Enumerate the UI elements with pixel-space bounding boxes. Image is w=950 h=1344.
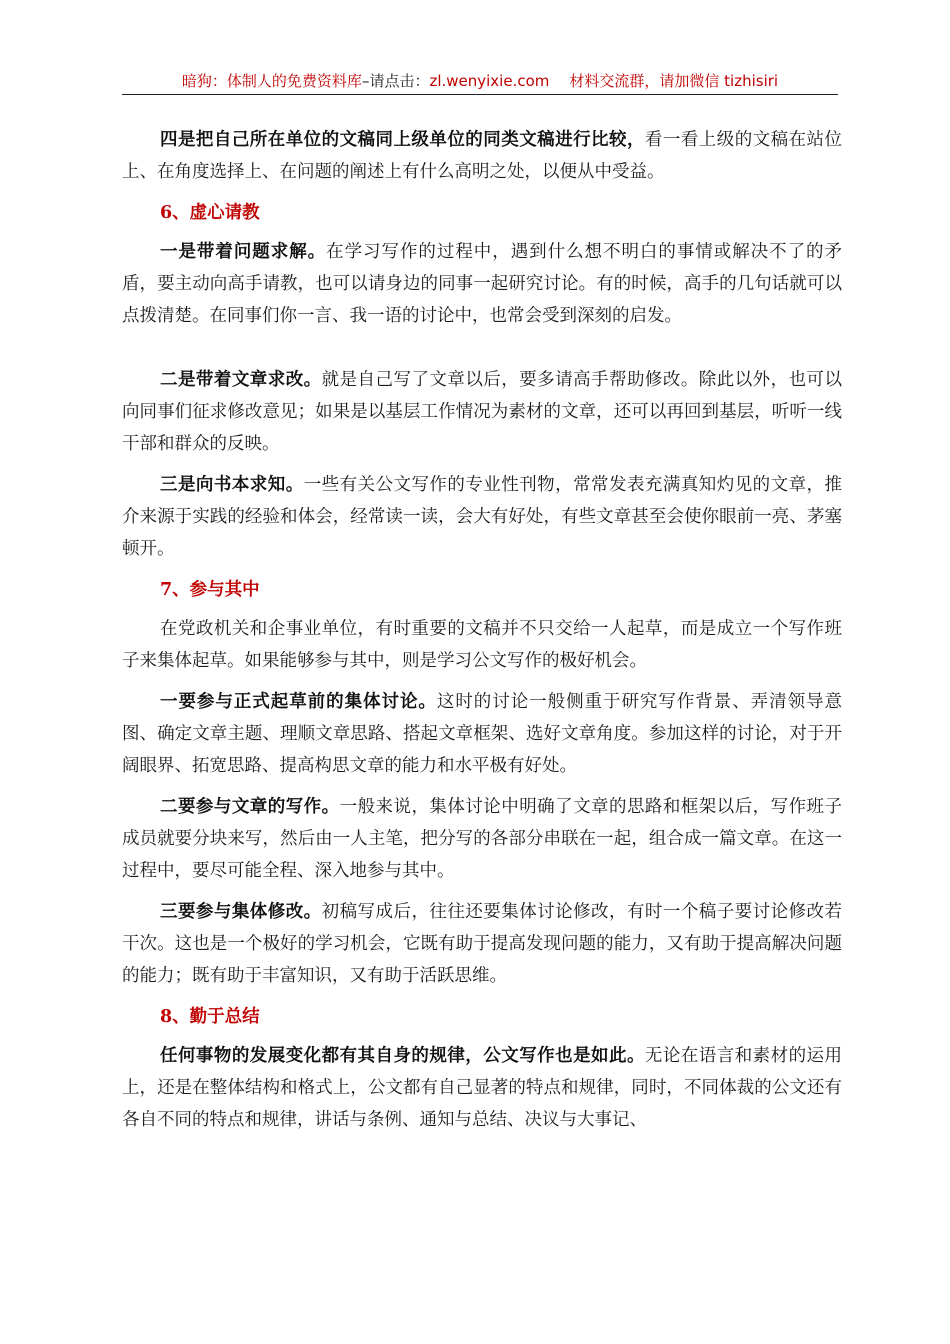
paragraph	[122, 613, 842, 677]
paragraph-lead: 二是带着文章求改。	[160, 370, 322, 390]
paragraph	[122, 686, 842, 782]
paragraph-text: 在学习写作的过程中，遇到什么想不明白的事情或解决不了的矛盾，要主动向高手请教，也可以请身边的同事一起研究讨论。有的时候，高手的几句话就可以点拨清楚。在同事们你一言、我一语的讨论中，也常会受到深刻的启发。	[122, 242, 842, 326]
paragraph	[122, 469, 842, 565]
header-wechat-note: 材料交流群，请加微信 tizhisiri	[569, 72, 779, 90]
paragraph-lead: 三是向书本求知。	[160, 475, 304, 495]
paragraph	[122, 236, 842, 332]
paragraph-lead: 一是带着问题求解。	[160, 242, 327, 262]
section-heading: 6、虚心请教	[160, 203, 260, 223]
paragraph	[122, 364, 842, 460]
page-header	[122, 70, 838, 95]
paragraph-lead: 二要参与文章的写作。	[160, 797, 340, 817]
paragraph	[122, 791, 842, 887]
paragraph-lead: 四是把自己所在单位的文稿同上级单位的同类文稿进行比较，	[160, 130, 645, 150]
paragraph-text: 一般来说，集体讨论中明确了文章的思路和框架以后，写作班子成员就要分块来写，然后由一人主笔，把分写的各部分串联在一起，组合成一篇文章。在这一过程中，要尽可能全程、深入地参与其中。	[122, 797, 843, 881]
paragraph-lead: 三要参与集体修改。	[160, 902, 322, 922]
document-body	[122, 124, 842, 1145]
header-url-link[interactable]: zl.wenyixie.com	[429, 72, 550, 90]
paragraph-lead: 任何事物的发展变化都有其自身的规律，公文写作也是如此。	[160, 1046, 645, 1066]
paragraph	[122, 896, 842, 992]
header-click-prompt: –请点击：	[361, 72, 430, 90]
paragraph-text: 无论在语言和素材的运用上，还是在整体结构和格式上，公文都有自己显著的特点和规律，同时，不同体裁的公文还有各自不同的特点和规律，讲话与条例、通知与总结、决议与大事记、	[122, 1046, 843, 1130]
header-site-name: 暗狗：体制人的免费资料库	[181, 72, 362, 90]
paragraph-text: 看一看上级的文稿在站位上、在角度选择上、在问题的阐述上有什么高明之处，以便从中受益。	[122, 130, 843, 182]
section-heading: 8、勤于总结	[160, 1007, 260, 1027]
paragraph-text: 初稿写成后，往往还要集体讨论修改，有时一个稿子要讨论修改若干次。这也是一个极好的学习机会，它既有助于提高发现问题的能力，又有助于提高解决问题的能力；既有助于丰富知识，又有助于活跃思维。	[122, 902, 843, 986]
paragraph-lead: 一要参与正式起草前的集体讨论。	[160, 692, 437, 712]
section-heading: 7、参与其中	[160, 580, 260, 600]
paragraph-text: 在党政机关和企事业单位，有时重要的文稿并不只交给一人起草，而是成立一个写作班子来集体起草。如果能够参与其中，则是学习公文写作的极好机会。	[122, 619, 842, 671]
paragraph-text: 就是自己写了文章以后，要多请高手帮助修改。除此以外，也可以向同事们征求修改意见；如果是以基层工作情况为素材的文章，还可以再回到基层，听听一线干部和群众的反映。	[122, 370, 843, 454]
paragraph-text: 一些有关公文写作的专业性刊物，常常发表充满真知灼见的文章，推介来源于实践的经验和体会，经常读一读，会大有好处，有些文章甚至会使你眼前一亮、茅塞顿开。	[122, 475, 843, 559]
paragraph	[122, 124, 842, 188]
paragraph	[122, 1040, 842, 1136]
paragraph-text: 这时的讨论一般侧重于研究写作背景、弄清领导意图、确定文章主题、理顺文章思路、搭起文章框架、选好文章角度。参加这样的讨论，对于开阔眼界、拓宽思路、提高构思文章的能力和水平极有好处。	[122, 692, 842, 776]
